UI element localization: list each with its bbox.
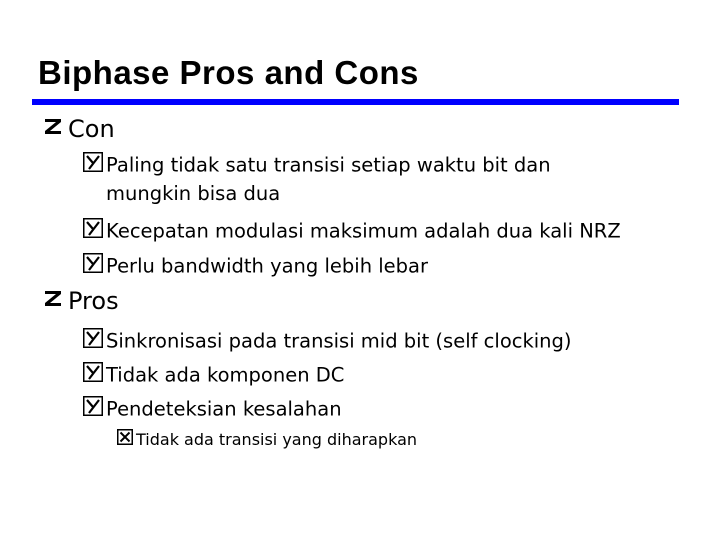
list-item (83, 220, 621, 244)
section-heading-label: Pros (68, 287, 119, 315)
list-item (83, 255, 428, 279)
z-bullet-icon (43, 116, 63, 140)
title-underline (32, 99, 679, 105)
y-bullet-icon (83, 253, 103, 277)
section-heading-pros (43, 289, 119, 314)
sub-list-item-text: Tidak ada transisi yang diharapkan (136, 430, 418, 449)
y-bullet-icon (83, 218, 103, 242)
list-item-text: Perlu bandwidth yang lebih lebar (106, 254, 429, 278)
list-item (83, 398, 342, 422)
slide-title: Biphase Pros and Cons (38, 54, 419, 91)
list-item-text: Pendeteksian kesalahan (106, 397, 342, 421)
section-heading-label: Con (68, 115, 115, 143)
y-bullet-icon (83, 396, 103, 420)
list-item-text: Sinkronisasi pada transisi mid bit (self clocking) (106, 329, 572, 353)
list-item-text: Kecepatan modulasi maksimum adalah dua kali NRZ (106, 219, 621, 243)
list-item-continuation: mungkin bisa dua (106, 182, 281, 205)
y-bullet-icon (83, 328, 103, 352)
x-bullet-icon (117, 429, 133, 448)
y-bullet-icon (83, 152, 103, 176)
z-bullet-icon (43, 288, 63, 312)
section-heading-con (43, 117, 115, 142)
list-item (83, 154, 551, 178)
sub-list-item (117, 431, 417, 450)
list-item-text: Tidak ada komponen DC (106, 363, 345, 387)
list-item (83, 364, 344, 388)
list-item (83, 330, 572, 354)
y-bullet-icon (83, 362, 103, 386)
list-item-text: Paling tidak satu transisi setiap waktu bit dan (106, 153, 551, 177)
